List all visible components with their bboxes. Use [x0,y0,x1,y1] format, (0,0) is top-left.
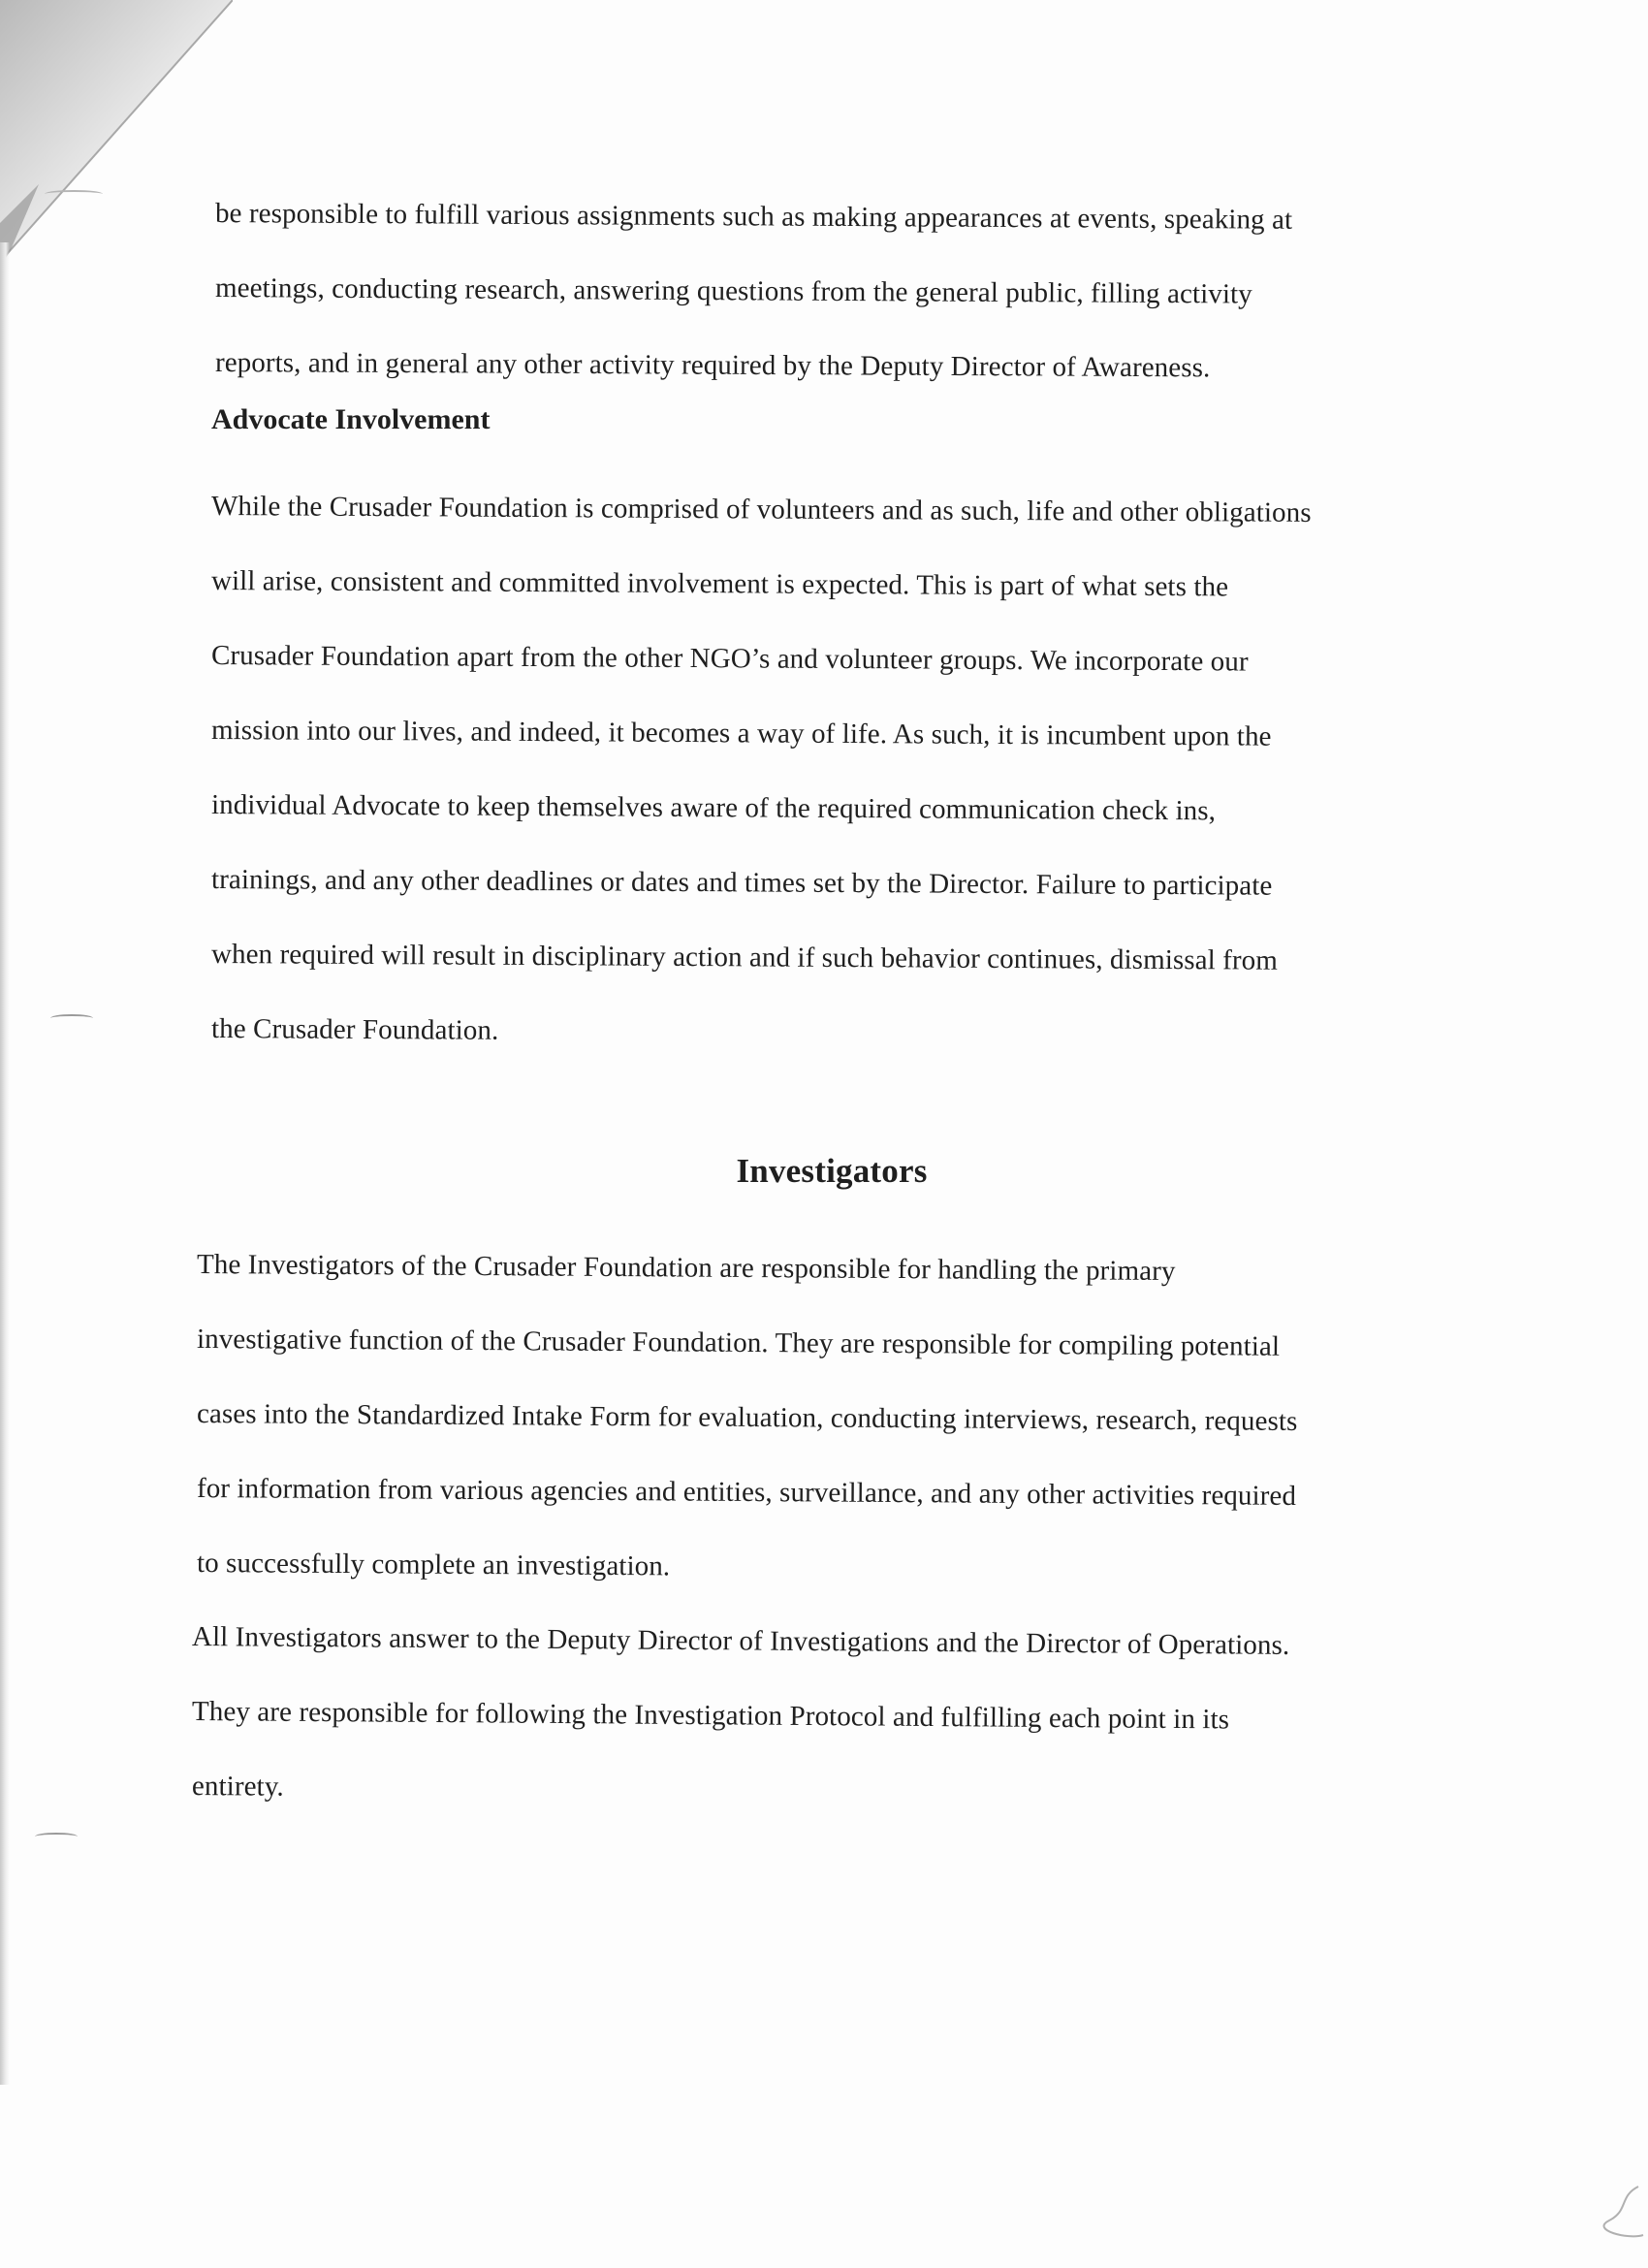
text-line: will arise, consistent and committed involvement is expected. This is part of what sets the [210,565,1229,603]
paragraph-investigators-reporting [192,1600,1289,1824]
advocate-involvement-heading: Advocate Involvement [211,403,491,435]
text-line: be responsible to fulfill various assignments such as making appearances at events, speaking at [214,198,1293,236]
text-line: individual Advocate to keep themselves aware of the required communication check ins, [210,789,1217,827]
text-line: All Investigators answer to the Deputy Director of Investigations and the Director of Operations. [191,1621,1290,1661]
text-line: While the Crusader Foundation is comprised of volunteers and as such, life and other obligations [210,491,1312,528]
section-title-text: Investigators [736,1152,928,1190]
scan-mark [50,1014,93,1022]
text-line: the Crusader Foundation. [210,1013,499,1046]
text-line: when required will result in disciplinary action and if such behavior continues, dismissal from [210,939,1279,976]
text-line: to successfully complete an investigation. [196,1548,671,1582]
scan-mark [45,190,103,198]
text-line: investigative function of the Crusader Foundation. They are responsible for compiling potential [196,1324,1281,1362]
text-line: Crusader Foundation apart from the other NGO’s and volunteer groups. We incorporate our [210,640,1249,678]
scan-mark [35,1833,78,1840]
investigators-section-title [0,1152,1648,1191]
paragraph-investigators-role [197,1228,1298,1601]
text-line: The Investigators of the Crusader Foundation are responsible for handling the primary [196,1249,1176,1288]
margin-scribble [1600,2182,1648,2250]
text-line: cases into the Standardized Intake Form for evaluation, conducting interviews, research, requests [196,1398,1298,1437]
paragraph-advocate-involvement [211,469,1312,1067]
text-line: They are responsible for following the Investigation Protocol and fulfilling each point in its [191,1696,1230,1736]
text-line: for information from various agencies and entities, surveillance, and any other activities required [196,1473,1297,1512]
text-line: trainings, and any other deadlines or dates and times set by the Director. Failure to participate [210,864,1273,902]
paragraph-awareness-duties [215,176,1292,400]
text-line: meetings, conducting research, answering questions from the general public, filling activity [214,272,1252,310]
text-line: entirety. [191,1771,284,1803]
text-line: reports, and in general any other activity required by the Deputy Director of Awareness. [214,347,1211,384]
text-line: mission into our lives, and indeed, it becomes a way of life. As such, it is incumbent upon the [210,715,1272,752]
folded-corner-artifact [0,0,233,291]
